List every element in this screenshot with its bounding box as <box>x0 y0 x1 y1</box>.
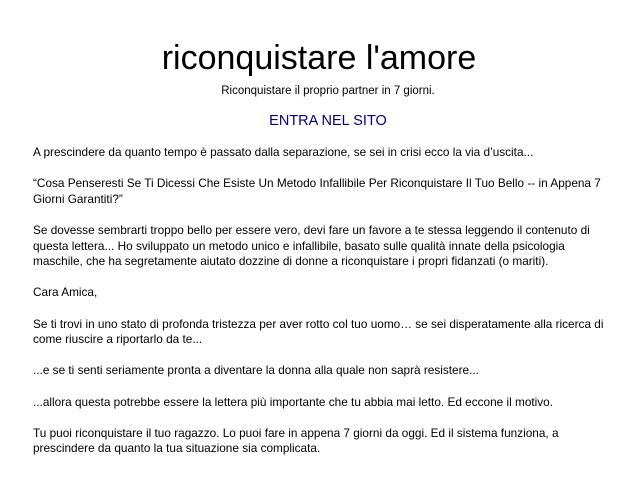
body-paragraph: Tu puoi riconquistare il tuo ragazzo. Lo puoi fare in appena 7 giorni da oggi. Ed il sistema funziona, a prescindere da quanto la tua situazione sia complicata. <box>33 425 559 456</box>
body-paragraph: A prescindere da quanto tempo è passato dalla separazione, se sei in crisi ecco la via d’uscita... <box>33 145 534 159</box>
body-paragraph: Se dovesse sembrarti troppo bello per essere vero, devi fare un favore a te stessa leggendo il contenuto di questa lettera... Ho sviluppato un metodo unico e infallibile, basato sulle qualità innate della psicologia maschile, che ha segretamente aiutato dozzine di donne a riconquistare i propri fidanzati (o mariti). <box>33 222 590 269</box>
body-paragraph: ...e se ti senti seriamente pronta a diventare la donna alla quale non saprà resistere... <box>33 363 479 378</box>
letter-body <box>33 145 613 472</box>
page-subtitle: Riconquistare il proprio partner in 7 giorni. <box>221 85 435 97</box>
page-title: riconquistare l'amore <box>161 39 477 77</box>
body-paragraph: Se ti trovi in uno stato di profonda tristezza per aver rotto col tuo uomo… se sei disperatamente alla ricerca di come riuscire a riportarlo da te... <box>33 316 604 347</box>
body-paragraph: “Cosa Penseresti Se Ti Dicessi Che Esiste Un Metodo Infallibile Per Riconquistare Il Tuo Bello -- in Appena 7 Giorni Garantiti?” <box>33 176 601 206</box>
enter-site-link[interactable]: ENTRA NEL SITO <box>269 113 387 129</box>
body-paragraph: Cara Amica, <box>33 285 98 300</box>
body-paragraph: ...allora questa potrebbe essere la lettera più importante che tu abbia mai letto. Ed eccone il motivo. <box>33 394 554 409</box>
